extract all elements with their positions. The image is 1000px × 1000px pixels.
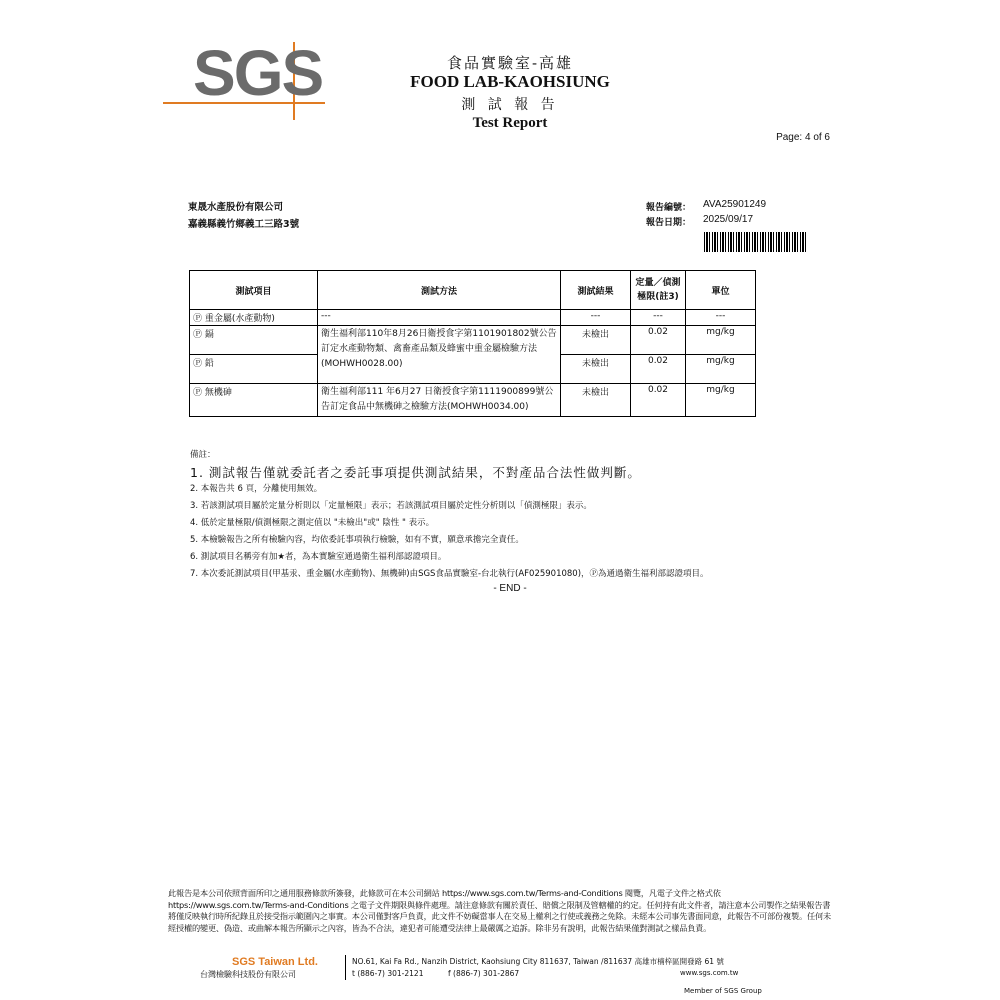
- sgs-logo: [163, 37, 325, 122]
- cell-limit: 0.02: [631, 326, 686, 355]
- cell-item: Ⓟ 重金屬(水產動物): [190, 310, 318, 326]
- footer-phone: t (886-7) 301-2121: [352, 969, 424, 978]
- cell-unit: ---: [686, 310, 756, 326]
- cell-limit: 0.02: [631, 355, 686, 384]
- cell-item: Ⓟ 鉛: [190, 355, 318, 384]
- cell-method: ---: [318, 310, 561, 326]
- cell-limit: 0.02: [631, 384, 686, 417]
- note-item: 6. 測試項目名稱旁有加★者，為本實驗室通過衛生福利部認證項目。: [190, 552, 447, 562]
- client-name: 東晟水產股份有限公司: [188, 202, 284, 213]
- col-header-result: 測試結果: [561, 271, 631, 310]
- table-row: [190, 310, 756, 326]
- report-title-cn: 測 試 報 告: [461, 97, 559, 113]
- footer-address: NO.61, Kai Fa Rd., Nanzih District, Kaohsiung City 811637, Taiwan /811637 高雄市楠梓區開發路 61 號: [352, 957, 724, 966]
- cell-unit: mg/kg: [686, 326, 756, 355]
- note-item: 2. 本報告共 6 頁，分離使用無效。: [190, 484, 323, 494]
- cell-method: 衛生福利部110年8月26日衛授食字第1101901802號公告訂定水產動物類、禽畜產品類及蜂蜜中重金屬檢驗方法(MOHWH0028.00): [318, 326, 561, 384]
- footer-company: 台灣檢驗科技股份有限公司: [200, 970, 296, 979]
- footer-brand: SGS Taiwan Ltd.: [232, 956, 318, 968]
- cell-item: Ⓟ 鎘: [190, 326, 318, 355]
- report-no: AVA25901249: [703, 199, 767, 210]
- cell-result: ---: [561, 310, 631, 326]
- cell-item: Ⓟ 無機砷: [190, 384, 318, 417]
- note-item: 5. 本檢驗報告之所有檢驗內容，均依委託事項執行檢驗，如有不實，願意承擔完全責任。: [190, 535, 524, 545]
- footer-website: www.sgs.com.tw: [680, 969, 739, 977]
- page-number: Page: 4 of 6: [776, 132, 830, 143]
- footer-member: Member of SGS Group: [684, 987, 762, 995]
- note-item: 7. 本次委託測試項目(甲基汞、重金屬(水產動物)、無機砷)由SGS食品實驗室-台北執行(AF025901080)，Ⓟ為通過衛生福利部認證項目。: [190, 569, 709, 579]
- barcode: [704, 232, 808, 252]
- note-item: 3. 若該測試項目屬於定量分析則以「定量極限」表示；若該測試項目屬於定性分析則以「偵測極限」表示。: [190, 501, 592, 511]
- notes-section: [190, 447, 830, 583]
- col-header-limit: 定量／偵測極限(註3): [631, 271, 686, 310]
- results-table: [189, 270, 756, 417]
- footer-fax: f (886-7) 301-2867: [448, 969, 520, 978]
- note-item: 1. 測試報告僅就委託者之委託事項提供測試結果，不對產品合法性做判斷。: [190, 465, 641, 480]
- cell-method: 衛生福利部111 年6月27 日衛授食字第1111900899號公告訂定食品中無機砷之檢驗方法(MOHWH0034.00): [318, 384, 561, 417]
- cell-result: 未檢出: [561, 326, 631, 355]
- lab-name-cn: 食品實驗室-高雄: [446, 54, 574, 72]
- lab-name-en: FOOD LAB-KAOHSIUNG: [410, 72, 610, 91]
- footer-disclaimer: 此報告是本公司依照背面所印之通用服務條款所簽發，此條款可在本公司網站 https://www.sgs.com.tw/Terms-and-Conditions 閱覽，凡電子文件之格式依 https://www.sgs.com.tw/Terms-and-Conditions 之電子文件期限與條件處理。請注意條款有關於責任、賠償之限制及管轄權的約定。任何持有此文件者，請注意本公司製作之結果報告書將僅反映執行時所紀錄且於接受指示範圍內之事實。本公司僅對客戶負責，此文件不妨礙當事人在交易上權利之行使或義務之免除。未經本公司事先書面同意，此報告不可部份複製。任何未經授權的變更、偽造、或曲解本報告所顯示之內容，皆為不合法，違犯者可能遭受法律上最嚴厲之追訴。除非另有說明，此報告結果僅對測試之樣品負責。: [168, 888, 831, 933]
- note-item: 4. 低於定量極限/偵測極限之測定值以 "未檢出"或" 陰性 " 表示。: [190, 518, 435, 528]
- cell-unit: mg/kg: [686, 384, 756, 417]
- end-marker: - END -: [493, 583, 527, 594]
- table-row: [190, 326, 756, 355]
- cell-limit: ---: [631, 310, 686, 326]
- cell-result: 未檢出: [561, 384, 631, 417]
- col-header-method: 測試方法: [318, 271, 561, 310]
- report-date: 2025/09/17: [703, 214, 754, 225]
- cell-unit: mg/kg: [686, 355, 756, 384]
- cell-result: 未檢出: [561, 355, 631, 384]
- report-date-label: 報告日期：: [646, 218, 692, 228]
- footer-divider: [345, 955, 346, 980]
- report-title-en: Test Report: [472, 115, 548, 131]
- col-header-item: 測試項目: [190, 271, 318, 310]
- report-no-label: 報告編號：: [646, 203, 692, 213]
- table-header-row: [190, 271, 756, 310]
- col-header-unit: 單位: [686, 271, 756, 310]
- table-row: [190, 384, 756, 417]
- logo-text: SGS: [193, 37, 323, 109]
- client-address: 嘉義縣義竹鄉義工三路3號: [188, 219, 300, 230]
- notes-title: 備註：: [190, 450, 216, 460]
